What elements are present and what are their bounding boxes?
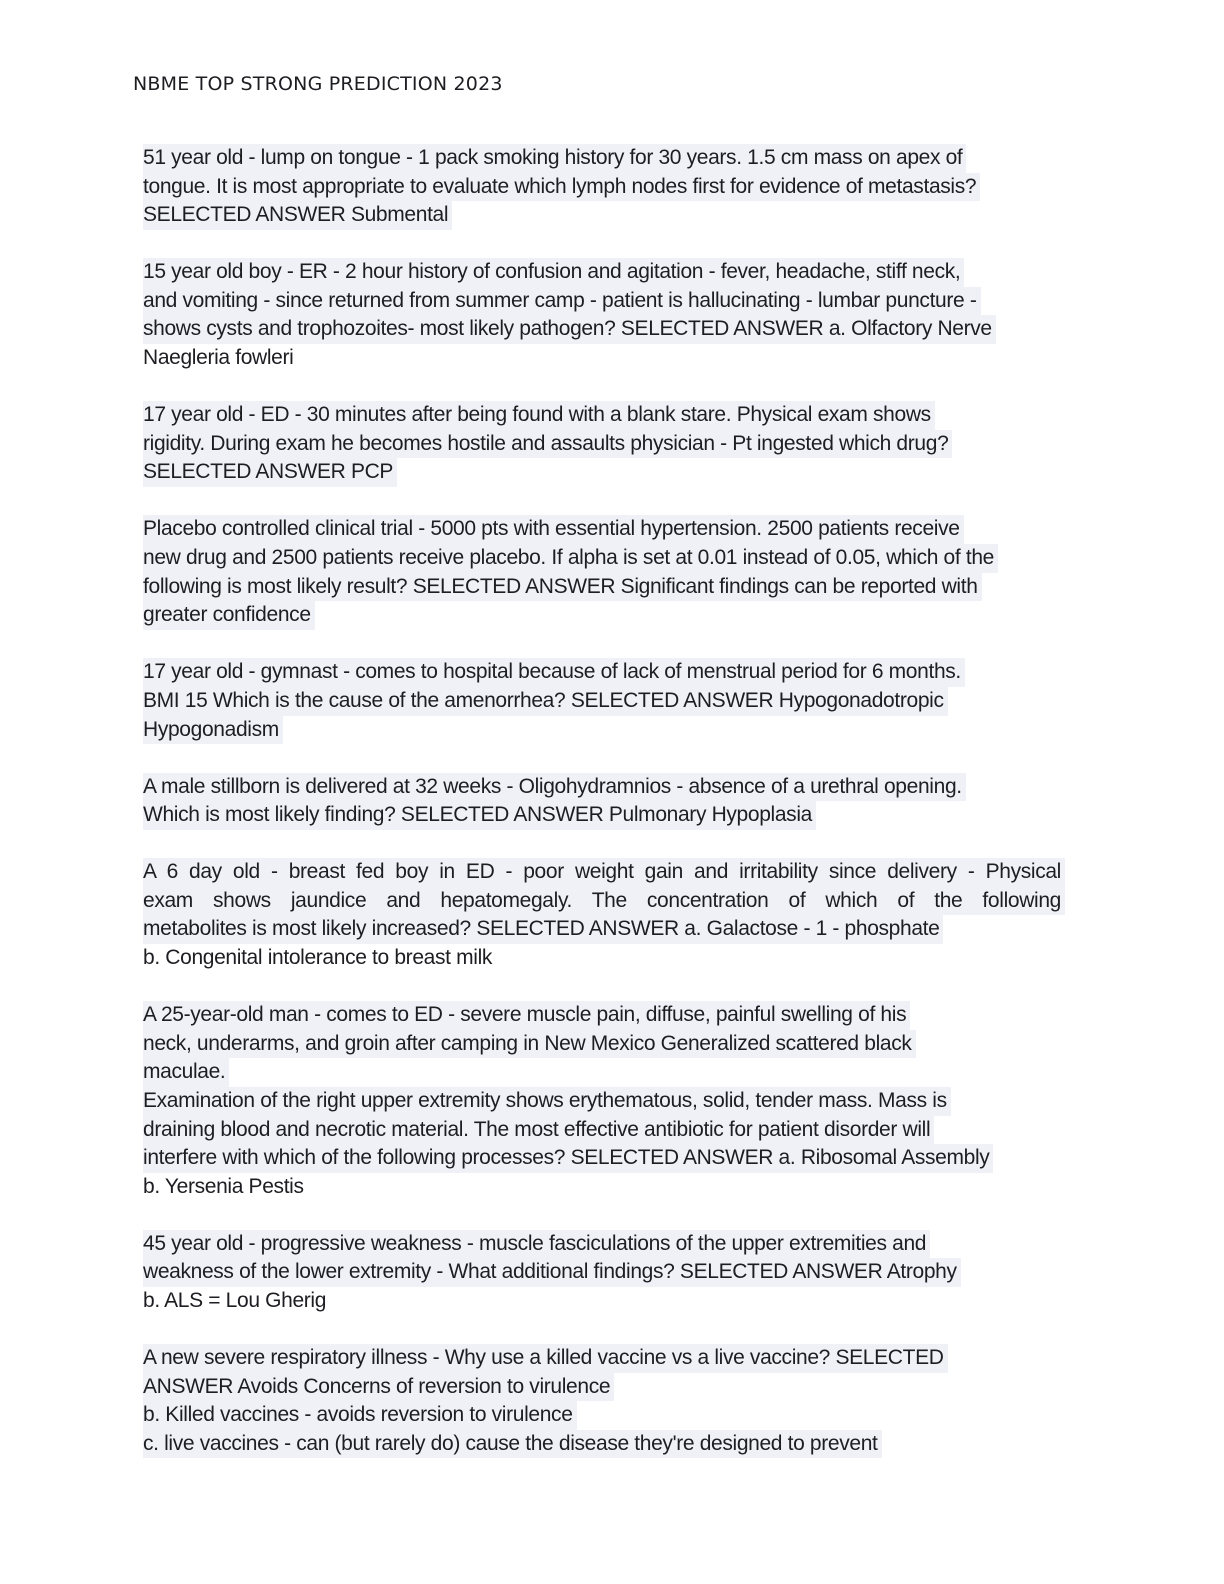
question-line: b. Congenital intolerance to breast milk	[143, 946, 493, 970]
question-item	[143, 401, 1078, 487]
question-line: Naegleria fowleri	[143, 346, 294, 370]
question-line: following is most likely result? SELECTED ANSWER Significant findings can be reported with	[143, 573, 982, 602]
question-item	[143, 773, 1078, 830]
question-line: c. live vaccines - can (but rarely do) cause the disease they're designed to prevent	[143, 1430, 882, 1459]
question-line: 45 year old - progressive weakness - muscle fasciculations of the upper extremities and	[143, 1230, 930, 1259]
question-line: 17 year old - ED - 30 minutes after being found with a blank stare. Physical exam shows	[143, 401, 935, 430]
document-header: NBME TOP STRONG PREDICTION 2023	[133, 73, 503, 95]
question-item	[143, 658, 1078, 744]
question-item	[143, 858, 1078, 972]
question-line: A male stillborn is delivered at 32 weeks - Oligohydramnios - absence of a urethral opening.	[143, 773, 966, 802]
question-line: rigidity. During exam he becomes hostile and assaults physician - Pt ingested which drug?	[143, 430, 952, 459]
question-line: A new severe respiratory illness - Why use a killed vaccine vs a live vaccine? SELECTED	[143, 1344, 948, 1373]
question-line: SELECTED ANSWER Submental	[143, 201, 452, 230]
question-line: 15 year old boy - ER - 2 hour history of confusion and agitation - fever, headache, stiff neck,	[143, 258, 964, 287]
question-line: 51 year old - lump on tongue - 1 pack smoking history for 30 years. 1.5 cm mass on apex of	[143, 144, 966, 173]
question-line: A 6 day old - breast fed boy in ED - poor weight gain and irritability since delivery - Physical	[143, 858, 1065, 887]
question-line: weakness of the lower extremity - What additional findings? SELECTED ANSWER Atrophy	[143, 1258, 961, 1287]
question-line: b. Yersenia Pestis	[143, 1174, 304, 1198]
question-line: interfere with which of the following processes? SELECTED ANSWER a. Ribosomal Assembly	[143, 1144, 993, 1173]
question-line: exam shows jaundice and hepatomegaly. The concentration of which of the following	[143, 887, 1065, 916]
question-line: 17 year old - gymnast - comes to hospital because of lack of menstrual period for 6 months.	[143, 658, 965, 687]
question-line: b. Killed vaccines - avoids reversion to virulence	[143, 1401, 577, 1430]
question-line: SELECTED ANSWER PCP	[143, 458, 397, 487]
question-line: new drug and 2500 patients receive placebo. If alpha is set at 0.01 instead of 0.05, which of the	[143, 544, 998, 573]
question-item	[143, 258, 1078, 372]
question-line: Placebo controlled clinical trial - 5000 pts with essential hypertension. 2500 patients receive	[143, 515, 964, 544]
question-line: A 25-year-old man - comes to ED - severe muscle pain, diffuse, painful swelling of his	[143, 1001, 910, 1030]
question-line: maculae.	[143, 1058, 229, 1087]
question-list	[143, 144, 1078, 1487]
question-line: tongue. It is most appropriate to evaluate which lymph nodes first for evidence of metastasis?	[143, 173, 980, 202]
question-line: ANSWER Avoids Concerns of reversion to virulence	[143, 1373, 614, 1402]
question-line: b. ALS = Lou Gherig	[143, 1289, 327, 1312]
question-line: greater confidence	[143, 601, 315, 630]
question-line: Examination of the right upper extremity shows erythematous, solid, tender mass. Mass is	[143, 1087, 951, 1116]
question-item	[143, 1230, 1078, 1316]
question-item	[143, 1344, 1078, 1458]
question-line: draining blood and necrotic material. The most effective antibiotic for patient disorder will	[143, 1116, 934, 1145]
question-line: BMI 15 Which is the cause of the amenorrhea? SELECTED ANSWER Hypogonadotropic	[143, 687, 948, 716]
question-line: Hypogonadism	[143, 716, 283, 745]
question-line: metabolites is most likely increased? SELECTED ANSWER a. Galactose - 1 - phosphate	[143, 915, 943, 944]
question-line: shows cysts and trophozoites- most likely pathogen? SELECTED ANSWER a. Olfactory Nerve	[143, 315, 996, 344]
question-line: Which is most likely finding? SELECTED ANSWER Pulmonary Hypoplasia	[143, 801, 816, 830]
question-line: neck, underarms, and groin after camping in New Mexico Generalized scattered black	[143, 1030, 916, 1059]
question-line: and vomiting - since returned from summer camp - patient is hallucinating - lumbar puncture -	[143, 287, 981, 316]
question-item	[143, 144, 1078, 230]
question-item	[143, 515, 1078, 629]
question-item	[143, 1001, 1078, 1201]
